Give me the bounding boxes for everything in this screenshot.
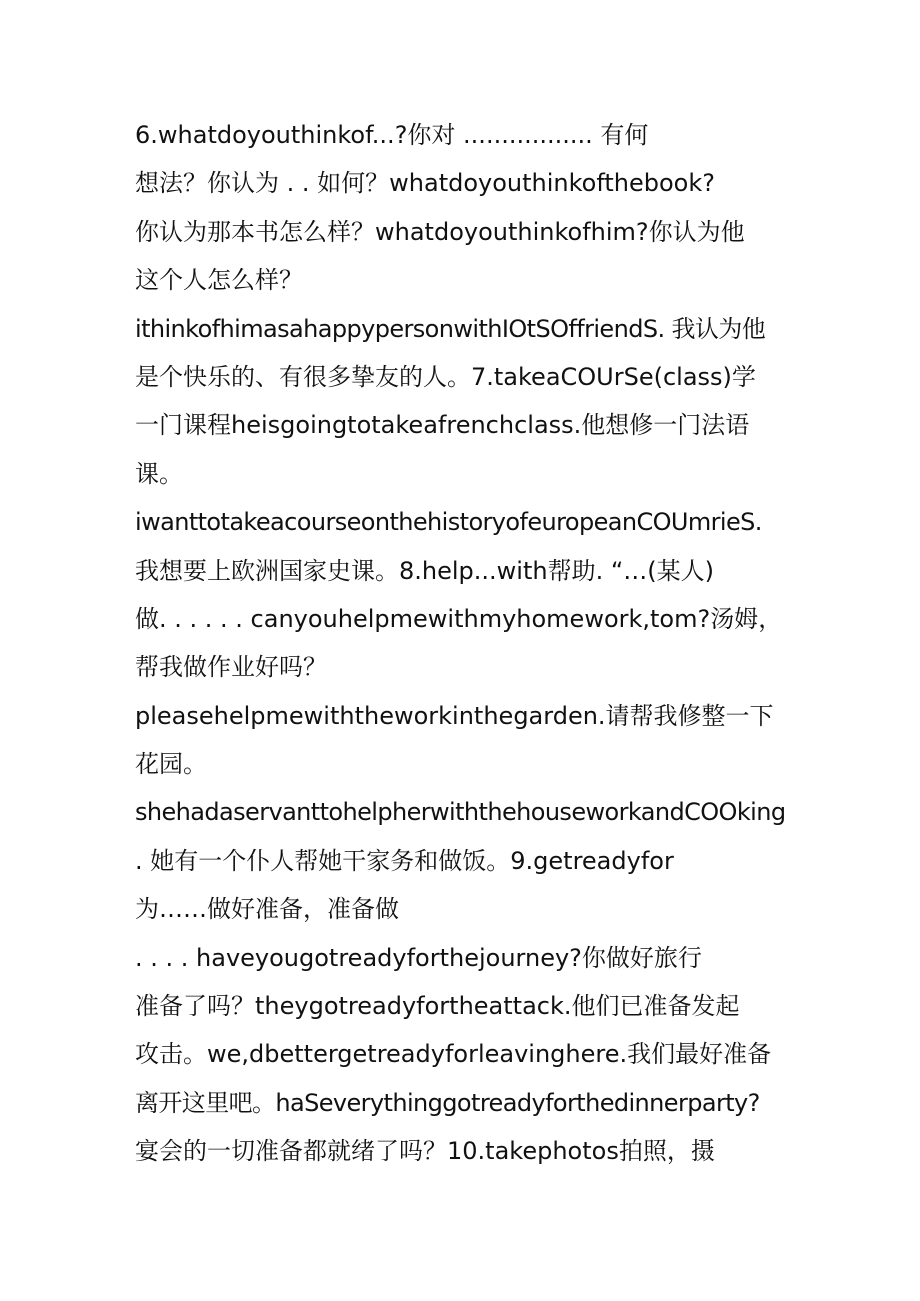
text-line: 离开这里吧。haSeverythinggotreadyforthedinnerparty? (135, 1088, 760, 1117)
document-text-body (135, 111, 790, 1176)
text-line: 帮我做作业好吗？ (135, 653, 327, 682)
text-line: 攻击。we,dbettergetreadyforleavinghere.我们最好准备 (135, 1040, 772, 1069)
text-line: 6.whatdoyouthinkof...?你对 ................. 有何 (135, 121, 649, 149)
text-line: 课。 (135, 459, 183, 488)
text-line: iwanttotakeacourseonthehistoryofeuropeanCOUmrieS. (135, 508, 762, 537)
text-line: 花园。 (135, 750, 207, 779)
text-line: 一门课程heisgoingtotakeafrenchclass.他想修一门法语 (135, 411, 750, 440)
text-line: . 她有一个仆人帮她干家务和做饭。9.getreadyfor (135, 846, 674, 875)
text-line: 做. . . . . . canyouhelpmewithmyhomework,tom?汤姆， (135, 604, 783, 633)
text-line: 是个快乐的、有很多挚友的人。7.takeaCOUrSe(class)学 (135, 362, 756, 391)
text-line: 这个人怎么样？ (135, 266, 303, 295)
text-line: pleasehelpmewiththeworkinthegarden.请帮我修整一下 (135, 701, 774, 730)
text-line: 想法？你认为 . . 如何？whatdoyouthinkofthebook? (135, 169, 715, 198)
text-line: . . . . haveyougotreadyforthejourney?你做好旅行 (135, 943, 702, 972)
text-line: shehadaservanttohelpherwiththehouseworkandCOOking (135, 798, 786, 827)
text-line: 你认为那本书怎么样？whatdoyouthinkofhim?你认为他 (135, 217, 745, 246)
text-line: ithinkofhimasahappypersonwithIOtSOffriendS. 我认为他 (135, 314, 766, 343)
text-line: 为……做好准备，准备做 (135, 895, 399, 924)
text-line: 我想要上欧洲国家史课。8.help...with帮助. “…(某人) (135, 556, 714, 585)
text-line: 宴会的一切准备都就绪了吗？10.takephotos拍照，摄 (135, 1137, 715, 1166)
text-line: 准备了吗？theygotreadyfortheattack.他们已准备发起 (135, 992, 740, 1021)
